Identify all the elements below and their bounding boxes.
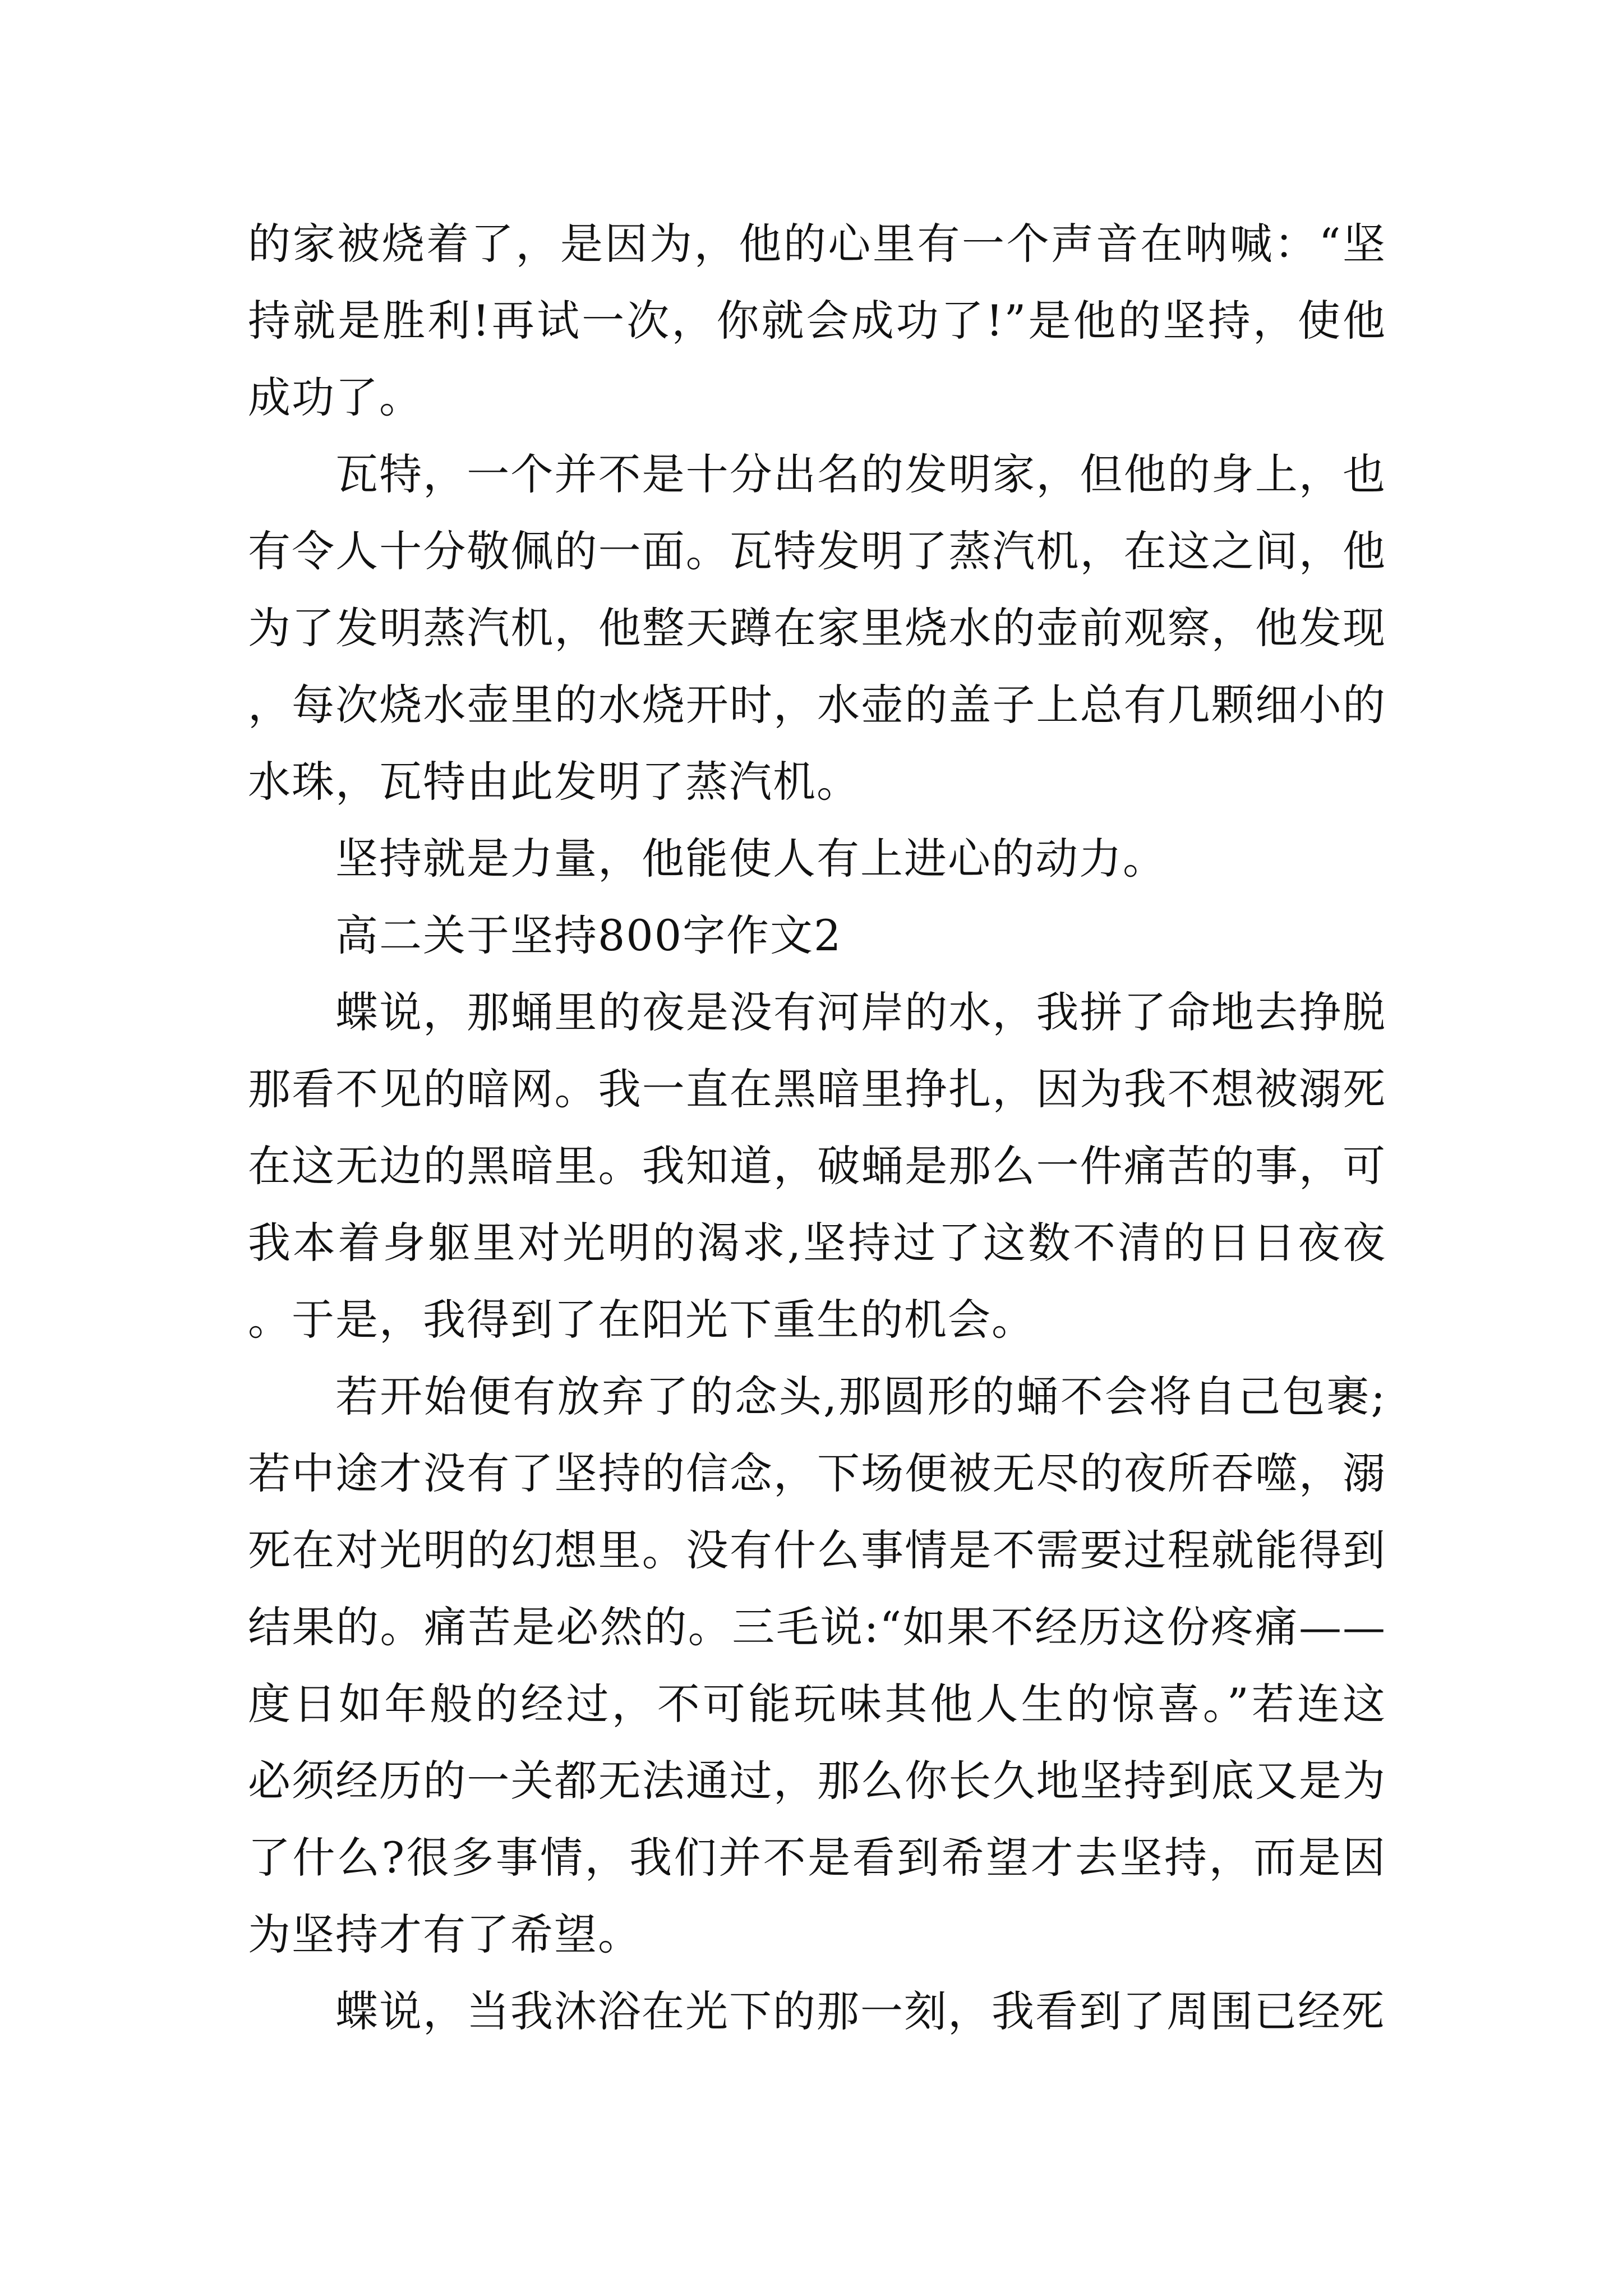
paragraph-continued: 的家被烧着了，是因为，他的心里有一个声音在呐喊：“坚持就是胜利!再试一次，你就会成功了!”是他的坚持，使他成功了。 — [248, 219, 1386, 422]
essay-heading: 高二关于坚持800字作文2 — [335, 910, 842, 960]
paragraph-butterfly-cocoon: 蝶说，那蛹里的夜是没有河岸的水，我拼了命地去挣脱那看不见的暗网。我一直在黑暗里挣扎，因为我不想被溺死在这无边的黑暗里。我知道，破蛹是那么一件痛苦的事，可我本着身躯里对光明的渴求,坚持过了这数不清的日日夜夜。于是，我得到了在阳光下重生的机会。 — [248, 987, 1386, 1345]
paragraph-persistence: 若开始便有放弃了的念头,那圆形的蛹不会将自己包裹;若中途才没有了坚持的信念，下场便被无尽的夜所吞噬，溺死在对光明的幻想里。没有什么事情是不需要过程就能得到结果的。痛苦是必然的。三毛说:“如果不经历这份疼痛——度日如年般的经过，不可能玩味其他人生的惊喜。”若连这必须经历的一关都无法通过，那么你长久地坚持到底又是为了什么?很多事情，我们并不是看到希望才去坚持，而是因为坚持才有了希望。 — [248, 1372, 1386, 1959]
document-body — [248, 205, 1386, 2050]
paragraph-butterfly-light: 蝶说，当我沐浴在光下的那一刻，我看到了周围已经死 — [335, 1986, 1385, 2036]
paragraph-watt: 瓦特，一个并不是十分出名的发明家，但他的身上，也有令人十分敬佩的一面。瓦特发明了蒸汽机，在这之间，他为了发明蒸汽机，他整天蹲在家里烧水的壶前观察，他发现，每次烧水壶里的水烧开时，水壶的盖子上总有几颗细小的水珠，瓦特由此发明了蒸汽机。 — [248, 449, 1386, 807]
paragraph-conclusion: 坚持就是力量，他能使人有上进心的动力。 — [335, 834, 1166, 884]
